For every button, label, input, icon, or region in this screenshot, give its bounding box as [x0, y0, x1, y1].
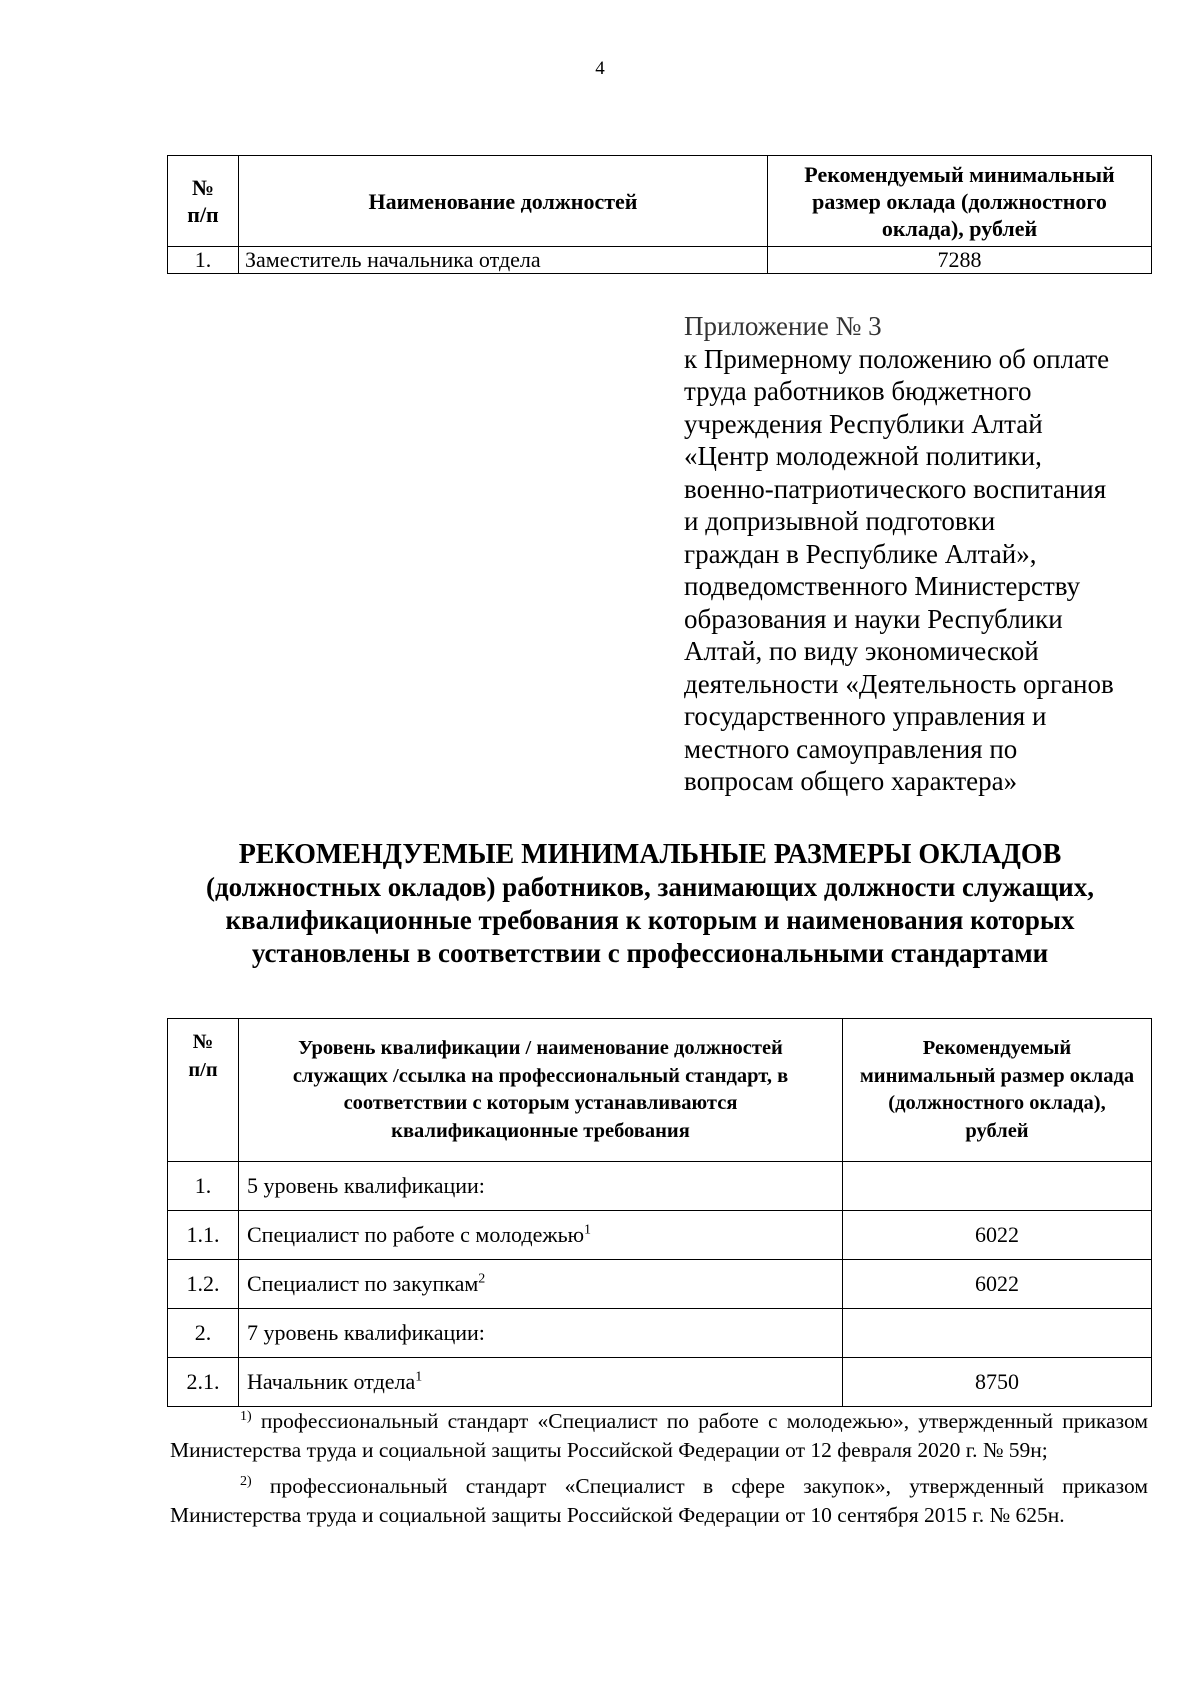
footnote-ref: 1	[415, 1369, 423, 1385]
heading-sub: (должностных окладов) работников, занимающих должности служащих, квалификационные требования к которым и наименования которых установлены в соответствии с профессиональными стандартами	[205, 872, 1094, 968]
appendix-title: Приложение № 3	[684, 311, 882, 341]
header-qualification: Уровень квалификации / наименование должностей служащих /ссылка на профессиональный стандарт, в соответствии с которым устанавливаются квалификационные требования	[239, 1019, 843, 1162]
row-salary: 6022	[843, 1260, 1152, 1309]
footnote-ref: 2	[478, 1271, 486, 1287]
page-number: 4	[595, 58, 605, 79]
table-header-row	[168, 156, 1152, 247]
appendix-block	[684, 310, 1184, 798]
row-salary	[843, 1309, 1152, 1358]
row-position-name	[239, 1260, 843, 1309]
row-position-name	[239, 1358, 843, 1407]
footnote-mark: 2)	[240, 1474, 252, 1490]
row-position-text: Начальник отдела	[247, 1369, 416, 1394]
footnote-ref: 1	[584, 1222, 592, 1238]
row-salary	[843, 1162, 1152, 1211]
table-row	[168, 1260, 1152, 1309]
table-row	[168, 247, 1152, 274]
table-header-row	[168, 1019, 1152, 1162]
positions-table	[167, 155, 1152, 274]
row-number: 1.	[168, 247, 239, 274]
table-row	[168, 1211, 1152, 1260]
row-position-name	[239, 1211, 843, 1260]
qualification-table	[167, 1018, 1152, 1407]
row-number: 2.	[168, 1309, 239, 1358]
table-row	[168, 1358, 1152, 1407]
row-number: 1.	[168, 1162, 239, 1211]
appendix-text: к Примерному положению об оплате труда работников бюджетного учреждения Республики Алтай «Центр молодежной политики, военно-патриотического воспитания и допризывной подготовки граждан в Республике Алтай», подведомственного Министерству образования и науки Республики Алтай, по виду экономической деятельности «Деятельность органов государственного управления и местного самоуправления по вопросам общего характера»	[684, 343, 1114, 796]
footnote-mark: 1)	[240, 1409, 252, 1424]
header-position-name: Наименование должностей	[239, 156, 768, 247]
row-position-name	[239, 1309, 843, 1358]
row-position-text: Специалист по работе с молодежью	[247, 1222, 585, 1247]
footnote-1	[170, 1402, 1148, 1465]
section-heading	[150, 838, 1150, 970]
row-number: 2.1.	[168, 1358, 239, 1407]
row-salary: 6022	[843, 1211, 1152, 1260]
footnote-2	[170, 1467, 1148, 1530]
row-position-name	[239, 1162, 843, 1211]
row-position-text: Специалист по закупкам	[247, 1271, 479, 1296]
row-salary: 7288	[768, 247, 1152, 274]
header-salary: Рекомендуемый минимальный размер оклада (должностного оклада), рублей	[768, 156, 1152, 247]
row-number: 1.1.	[168, 1211, 239, 1260]
row-salary: 8750	[843, 1358, 1152, 1407]
row-position-text: 7 уровень квалификации:	[247, 1320, 485, 1345]
header-number: № п/п	[168, 156, 239, 247]
table-row	[168, 1162, 1152, 1211]
footnote-text: профессиональный стандарт «Специалист в сфере закупок», утвержденный приказом Министерства труда и социальной защиты Российской Федерации от 10 сентября 2015 г. № 625н.	[170, 1474, 1148, 1528]
row-position-text: 5 уровень квалификации:	[247, 1173, 485, 1198]
row-number: 1.2.	[168, 1260, 239, 1309]
header-salary: Рекомендуемый минимальный размер оклада (должностного оклада), рублей	[843, 1019, 1152, 1162]
footnotes	[170, 1402, 1148, 1532]
footnote-text: профессиональный стандарт «Специалист по работе с молодежью», утвержденный приказом Министерства труда и социальной защиты Российской Федерации от 12 февраля 2020 г. № 59н;	[170, 1409, 1148, 1463]
table-row	[168, 1309, 1152, 1358]
header-number: № п/п	[168, 1019, 239, 1162]
heading-main: РЕКОМЕНДУЕМЫЕ МИНИМАЛЬНЫЕ РАЗМЕРЫ ОКЛАДОВ	[238, 839, 1062, 870]
row-position-name: Заместитель начальника отдела	[239, 247, 768, 274]
